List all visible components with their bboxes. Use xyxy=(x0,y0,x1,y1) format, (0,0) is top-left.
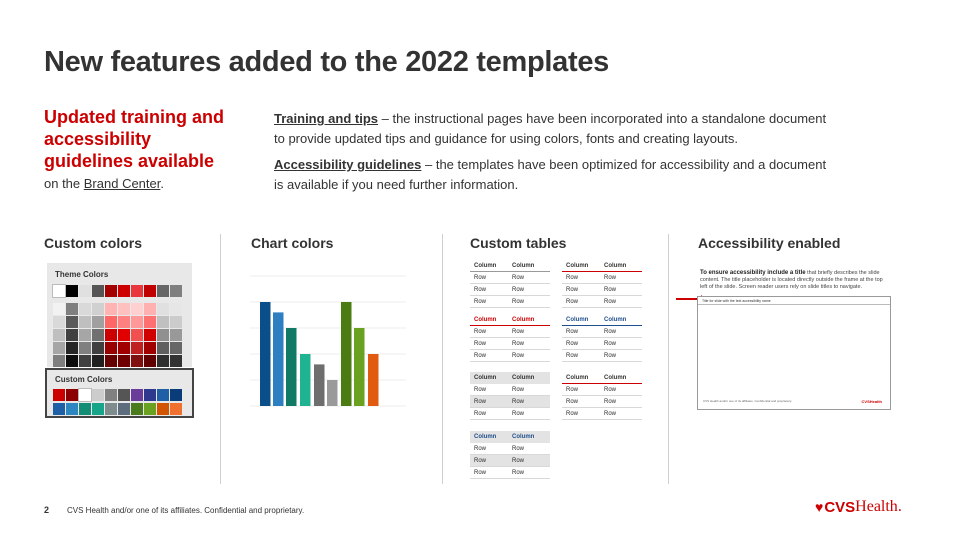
header-cell: Column xyxy=(566,374,589,381)
row-cell: Row xyxy=(474,386,487,393)
header-cell: Column xyxy=(512,433,535,440)
row-cell: Row xyxy=(566,410,579,417)
divider xyxy=(668,234,669,484)
row-cell: Row xyxy=(604,352,617,359)
accessibility-instructions xyxy=(700,270,885,291)
color-swatch xyxy=(92,316,104,328)
table-row xyxy=(470,396,550,408)
color-swatch xyxy=(92,303,104,315)
table-header xyxy=(470,314,550,326)
color-swatch xyxy=(105,403,117,415)
brand-cvs: CVS xyxy=(824,498,856,516)
color-swatch xyxy=(105,285,117,297)
color-swatch xyxy=(144,355,156,367)
color-swatch xyxy=(79,303,91,315)
row-cell: Row xyxy=(566,352,579,359)
color-swatch xyxy=(118,389,130,401)
slide-logo: CVSHealth xyxy=(861,399,882,404)
brand-mark: . xyxy=(897,498,902,515)
row-cell: Row xyxy=(604,274,617,281)
table-row xyxy=(562,408,642,420)
table-row xyxy=(562,272,642,284)
row-cell: Row xyxy=(474,398,487,405)
row-cell: Row xyxy=(604,340,617,347)
color-swatch xyxy=(105,316,117,328)
page-number: 2 xyxy=(44,505,50,515)
custom-tables-heading: Custom tables xyxy=(470,235,567,251)
chart-bar xyxy=(273,312,284,406)
header-cell: Column xyxy=(474,374,497,381)
color-swatch xyxy=(53,329,65,341)
header-cell: Column xyxy=(474,433,497,440)
table-header xyxy=(562,314,642,326)
row-cell: Row xyxy=(474,298,487,305)
sub-suffix: . xyxy=(160,176,164,191)
table-header xyxy=(562,372,642,384)
color-swatch xyxy=(79,329,91,341)
header-cell: Column xyxy=(604,316,627,323)
color-swatch xyxy=(92,389,104,401)
header-cell: Column xyxy=(566,316,589,323)
row-cell: Row xyxy=(474,445,487,452)
sample-table xyxy=(562,260,642,308)
red-heading: Updated training and accessibility guidelines available xyxy=(44,107,224,171)
color-swatch xyxy=(157,285,169,297)
color-swatch xyxy=(105,329,117,341)
table-row xyxy=(562,384,642,396)
color-swatch xyxy=(131,403,143,415)
footer-text: CVS Health and/or one of its affiliates. Confidential and proprietary. xyxy=(67,506,305,515)
table-row xyxy=(470,284,550,296)
color-swatch xyxy=(118,342,130,354)
table-header xyxy=(562,260,642,272)
color-swatch xyxy=(157,355,169,367)
row-cell: Row xyxy=(512,352,525,359)
row-cell: Row xyxy=(474,340,487,347)
color-swatch xyxy=(53,355,65,367)
row-cell: Row xyxy=(512,386,525,393)
row-cell: Row xyxy=(566,328,579,335)
accessibility-paragraph xyxy=(274,155,834,195)
table-row xyxy=(562,396,642,408)
row-cell: Row xyxy=(512,398,525,405)
sub-prefix: on the xyxy=(44,176,84,191)
color-swatch xyxy=(131,303,143,315)
color-swatch xyxy=(157,403,169,415)
header-cell: Column xyxy=(566,262,589,269)
color-swatch xyxy=(118,329,130,341)
slide-footer: CVS Health and/or one of its affiliates. Confidential and proprietary. xyxy=(703,399,792,403)
training-tips-label: Training and tips xyxy=(274,111,379,126)
color-swatch xyxy=(118,285,130,297)
chart-colors-bar-chart xyxy=(250,270,406,410)
row-cell: Row xyxy=(512,298,525,305)
slide-title-bar: Title for slide with the text accessibility name xyxy=(698,297,890,305)
color-swatch xyxy=(118,303,130,315)
accessibility-lead-text: that briefly describes the slide content. The title placeholder is located directly outside the frame at the top left of the slide. Screen reader users rely on slide titles to navigate. xyxy=(700,270,883,290)
chart-bar xyxy=(368,354,379,406)
row-cell: Row xyxy=(512,410,525,417)
color-swatch xyxy=(170,303,182,315)
color-swatch xyxy=(144,316,156,328)
color-swatch xyxy=(157,342,169,354)
color-swatch xyxy=(118,403,130,415)
heart-icon: ♥ xyxy=(815,499,824,515)
chart-colors-heading: Chart colors xyxy=(251,235,334,251)
chart-bar xyxy=(314,364,325,406)
color-swatch xyxy=(53,403,65,415)
brand-health: Health xyxy=(855,498,898,515)
row-cell: Row xyxy=(474,286,487,293)
color-swatch xyxy=(79,389,91,401)
row-cell: Row xyxy=(512,274,525,281)
color-swatch xyxy=(157,389,169,401)
accessibility-lead: To ensure accessibility include a title xyxy=(700,270,806,276)
row-cell: Row xyxy=(566,398,579,405)
header-cell: Column xyxy=(474,316,497,323)
accessibility-text: – the templates have been optimized for accessibility and a document is available if you need further information. xyxy=(274,157,827,192)
training-tips-paragraph xyxy=(274,109,834,149)
color-swatch xyxy=(170,389,182,401)
header-cell: Column xyxy=(604,374,627,381)
chart-bar xyxy=(300,354,311,406)
row-cell: Row xyxy=(604,298,617,305)
header-cell: Column xyxy=(512,374,535,381)
row-cell: Row xyxy=(604,398,617,405)
color-swatch xyxy=(53,389,65,401)
color-swatch xyxy=(92,329,104,341)
brand-center-line xyxy=(44,176,244,191)
row-cell: Row xyxy=(512,286,525,293)
custom-row-1 xyxy=(53,389,182,401)
color-swatch xyxy=(131,329,143,341)
color-swatch xyxy=(79,355,91,367)
color-swatch xyxy=(66,355,78,367)
color-swatch xyxy=(170,342,182,354)
color-swatch xyxy=(92,342,104,354)
color-swatch xyxy=(131,389,143,401)
color-swatch xyxy=(144,342,156,354)
color-swatch xyxy=(144,285,156,297)
color-swatch xyxy=(105,342,117,354)
table-row xyxy=(470,338,550,350)
color-swatch xyxy=(118,355,130,367)
row-cell: Row xyxy=(604,410,617,417)
header-cell: Column xyxy=(512,316,535,323)
color-swatch xyxy=(131,316,143,328)
table-row xyxy=(470,467,550,479)
custom-colors-title: Custom Colors xyxy=(55,375,113,384)
color-swatch xyxy=(170,285,182,297)
row-cell: Row xyxy=(512,469,525,476)
table-row xyxy=(562,284,642,296)
color-swatch xyxy=(144,329,156,341)
color-swatch xyxy=(131,285,143,297)
theme-shade-grid xyxy=(53,303,182,367)
chart-bar xyxy=(286,328,297,406)
theme-top-row xyxy=(53,285,182,297)
row-cell: Row xyxy=(512,328,525,335)
divider xyxy=(220,234,221,484)
color-swatch xyxy=(53,316,65,328)
table-row xyxy=(470,384,550,396)
training-tips-text: – the instructional pages have been incorporated into a standalone document to provide updated tips and guidance for using colors, fonts and creating layouts. xyxy=(274,111,827,146)
color-swatch xyxy=(92,285,104,297)
color-swatch xyxy=(170,316,182,328)
color-swatch xyxy=(157,316,169,328)
row-cell: Row xyxy=(474,410,487,417)
theme-colors-palette xyxy=(47,263,192,367)
row-cell: Row xyxy=(604,328,617,335)
row-cell: Row xyxy=(566,386,579,393)
row-cell: Row xyxy=(604,286,617,293)
row-cell: Row xyxy=(474,328,487,335)
table-row xyxy=(470,272,550,284)
chart-bar xyxy=(354,328,365,406)
row-cell: Row xyxy=(604,386,617,393)
accessibility-label: Accessibility guidelines xyxy=(274,157,422,172)
sample-table xyxy=(562,372,642,420)
table-row xyxy=(470,326,550,338)
custom-row-2 xyxy=(53,403,182,415)
chart-bar xyxy=(341,302,352,406)
color-swatch xyxy=(53,303,65,315)
color-swatch xyxy=(92,403,104,415)
header-cell: Column xyxy=(604,262,627,269)
row-cell: Row xyxy=(566,340,579,347)
cvs-health-logo xyxy=(815,498,902,516)
table-row xyxy=(470,443,550,455)
color-swatch xyxy=(105,389,117,401)
row-cell: Row xyxy=(566,298,579,305)
table-row xyxy=(470,455,550,467)
theme-colors-title: Theme Colors xyxy=(55,270,109,279)
color-swatch xyxy=(53,285,65,297)
table-header xyxy=(470,260,550,272)
sample-table xyxy=(562,314,642,362)
custom-colors-palette xyxy=(45,368,194,418)
row-cell: Row xyxy=(474,457,487,464)
sample-table xyxy=(470,431,550,479)
chart-bar xyxy=(260,302,271,406)
accessibility-heading: Accessibility enabled xyxy=(698,235,841,251)
row-cell: Row xyxy=(512,457,525,464)
table-row xyxy=(562,338,642,350)
color-swatch xyxy=(144,389,156,401)
sample-table xyxy=(470,314,550,362)
chart-bar xyxy=(327,380,338,406)
color-swatch xyxy=(79,285,91,297)
color-swatch xyxy=(66,303,78,315)
color-swatch xyxy=(66,285,78,297)
color-swatch xyxy=(92,355,104,367)
table-row xyxy=(562,296,642,308)
custom-colors-heading: Custom colors xyxy=(44,235,143,251)
color-swatch xyxy=(66,403,78,415)
row-cell: Row xyxy=(566,286,579,293)
color-swatch xyxy=(144,403,156,415)
color-swatch xyxy=(79,342,91,354)
table-row xyxy=(470,408,550,420)
color-swatch xyxy=(170,355,182,367)
color-swatch xyxy=(131,342,143,354)
color-swatch xyxy=(105,355,117,367)
color-swatch xyxy=(79,316,91,328)
left-heading-block xyxy=(44,106,244,191)
color-swatch xyxy=(157,303,169,315)
color-swatch xyxy=(157,329,169,341)
sample-table xyxy=(470,260,550,308)
color-swatch xyxy=(170,403,182,415)
slide-thumbnail xyxy=(697,296,891,410)
divider xyxy=(442,234,443,484)
table-header xyxy=(470,431,550,443)
table-row xyxy=(562,350,642,362)
row-cell: Row xyxy=(512,340,525,347)
color-swatch xyxy=(170,329,182,341)
color-swatch xyxy=(105,303,117,315)
brand-center-link[interactable]: Brand Center xyxy=(83,176,161,191)
row-cell: Row xyxy=(474,274,487,281)
row-cell: Row xyxy=(566,274,579,281)
row-cell: Row xyxy=(474,469,487,476)
color-swatch xyxy=(131,355,143,367)
sample-table xyxy=(470,372,550,420)
color-swatch xyxy=(66,389,78,401)
page-title: New features added to the 2022 templates xyxy=(44,46,609,78)
table-header xyxy=(470,372,550,384)
table-row xyxy=(470,350,550,362)
color-swatch xyxy=(79,403,91,415)
row-cell: Row xyxy=(474,352,487,359)
table-row xyxy=(470,296,550,308)
color-swatch xyxy=(144,303,156,315)
color-swatch xyxy=(53,342,65,354)
color-swatch xyxy=(66,329,78,341)
feature-description xyxy=(274,109,834,201)
color-swatch xyxy=(66,316,78,328)
row-cell: Row xyxy=(512,445,525,452)
color-swatch xyxy=(66,342,78,354)
header-cell: Column xyxy=(512,262,535,269)
table-row xyxy=(562,326,642,338)
header-cell: Column xyxy=(474,262,497,269)
color-swatch xyxy=(118,316,130,328)
